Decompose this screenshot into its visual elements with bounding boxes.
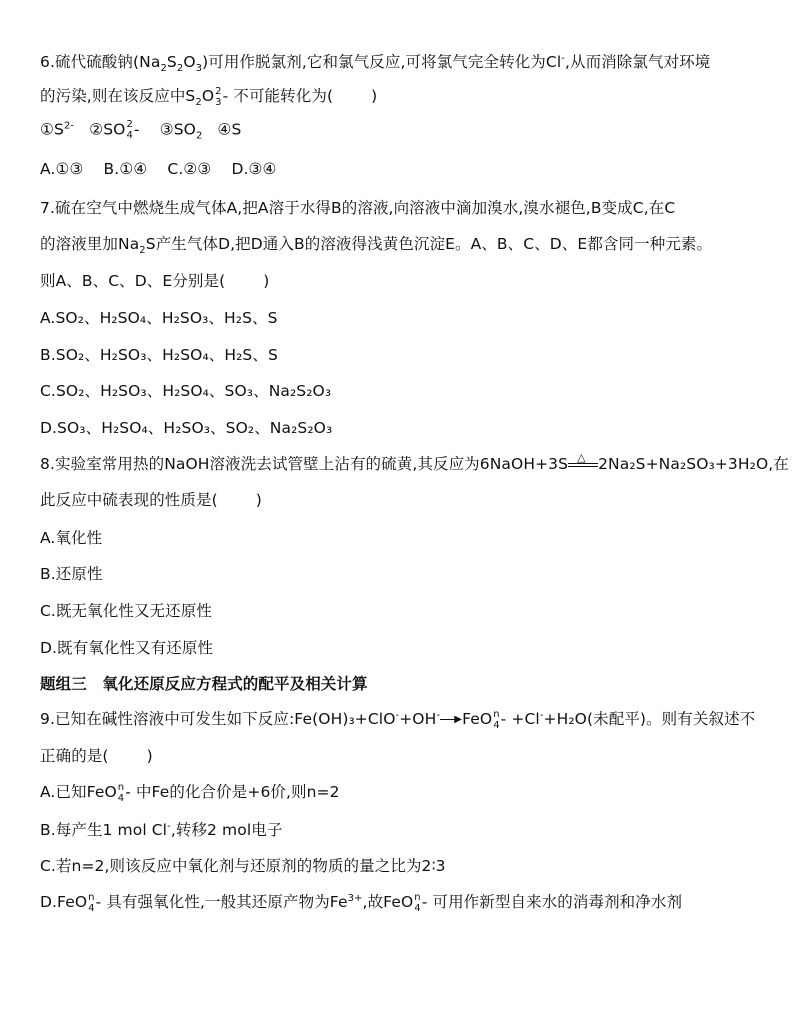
q6-text: 6.硫代硫酸钠(Na bbox=[40, 53, 161, 71]
q6-ion-charge bbox=[126, 119, 132, 141]
q6-text: S bbox=[166, 53, 177, 71]
q8-text: 8.实验室常用热的NaOH溶液洗去试管壁上沾有的硫黄,其反应为6NaOH+3S bbox=[40, 455, 569, 473]
q9-text: - +Cl bbox=[500, 710, 540, 728]
q9-sup: 3+ bbox=[347, 892, 363, 904]
q9-sup: - bbox=[436, 709, 441, 721]
q6-answers: A.①③ B.①④ C.②③ D.③④ bbox=[40, 160, 277, 178]
q9-option-a bbox=[40, 780, 340, 804]
q8-text: 此反应中硫表现的性质是( bbox=[40, 491, 218, 509]
arrow-icon: ▶ bbox=[440, 715, 462, 725]
q9-text: ,转移2 mol电子 bbox=[170, 821, 283, 839]
q6-sub: 2 bbox=[160, 63, 167, 75]
q9-text: 9.已知在碱性溶液中可发生如下反应:Fe(OH)₃+ClO bbox=[40, 710, 396, 728]
q6-text: O bbox=[183, 53, 196, 71]
q6-option-text: ③SO bbox=[159, 120, 196, 139]
q6-text: - 不可能转化为( bbox=[222, 87, 334, 105]
q7-option-c: C.SO₂、H₂SO₃、H₂SO₄、SO₃、Na₂S₂O₃ bbox=[40, 382, 332, 400]
q9-text: - 具有强氧化性,一般其还原产物为Fe bbox=[95, 893, 348, 911]
q9-text: - 中Fe的化合价是+6价,则n=2 bbox=[125, 783, 340, 801]
q8-line1 bbox=[40, 452, 789, 474]
triangle-icon: △ bbox=[577, 450, 586, 464]
q6-ion-sub: 4 bbox=[126, 130, 133, 141]
q9-text: +OH bbox=[399, 710, 437, 728]
q9-ion-sub: 4 bbox=[117, 792, 125, 804]
q8-option-a: A.氧化性 bbox=[40, 529, 103, 547]
q6-options bbox=[40, 119, 241, 141]
q7-text: ) bbox=[263, 272, 270, 290]
q6-option-text: - bbox=[133, 120, 140, 139]
q6-text: ,从而消除氯气对环境 bbox=[564, 53, 711, 71]
q9-ion-sub: 4 bbox=[414, 902, 421, 914]
q9-text: B.每产生1 mol Cl bbox=[40, 821, 168, 839]
q7-line2 bbox=[40, 232, 713, 257]
heating-condition-sign bbox=[568, 450, 598, 473]
q6-line1 bbox=[40, 50, 711, 75]
q9-sup: - bbox=[167, 820, 171, 832]
q6-sub: 2 bbox=[195, 97, 202, 109]
q9-sup: - bbox=[395, 709, 400, 721]
q6-option-text: ④S bbox=[217, 120, 242, 139]
q9-option-c: C.若n=2,则该反应中氧化剂与还原剂的物质的量之比为2∶3 bbox=[40, 857, 446, 875]
q9-ion-sup: n bbox=[493, 708, 500, 720]
q6-text: ) bbox=[371, 87, 378, 105]
q6-ion-sup: 2 bbox=[126, 119, 133, 130]
q9-text: ) bbox=[146, 747, 153, 765]
q7-option-b: B.SO₂、H₂SO₃、H₂SO₄、H₂S、S bbox=[40, 346, 278, 364]
q9-text: D.FeO bbox=[40, 893, 88, 911]
q7-option-d: D.SO₃、H₂SO₄、H₂SO₃、SO₂、Na₂S₂O₃ bbox=[40, 419, 333, 437]
q9-ion-charge bbox=[88, 892, 94, 914]
q9-ion-charge bbox=[414, 892, 420, 914]
q9-ion-sup: n bbox=[414, 891, 421, 903]
q7-text: 则A、B、C、D、E分别是( bbox=[40, 272, 226, 290]
q8-text: ) bbox=[255, 491, 262, 509]
q6-sub: 2 bbox=[176, 63, 184, 75]
q9-option-d bbox=[40, 890, 682, 914]
q9-text: A.已知FeO bbox=[40, 783, 117, 801]
q8-option-b: B.还原性 bbox=[40, 565, 103, 583]
q6-sup: 2- bbox=[63, 120, 75, 132]
q9-ion-sup: n bbox=[117, 781, 125, 793]
q9-ion-charge bbox=[493, 709, 499, 731]
q6-ion-charge bbox=[215, 86, 221, 108]
q8-line2 bbox=[40, 488, 262, 510]
section-heading: 题组三 氧化还原反应方程式的配平及相关计算 bbox=[40, 675, 368, 693]
q6-line2 bbox=[40, 84, 377, 108]
q6-option-text: ①S bbox=[40, 120, 64, 139]
q9-text: +H₂O(未配平)。则有关叙述不 bbox=[543, 710, 756, 728]
q6-option-text: ②SO bbox=[89, 120, 126, 139]
q9-text: ,故FeO bbox=[362, 893, 414, 911]
q6-ion-sup: 2 bbox=[215, 85, 222, 97]
q9-ion-sub: 4 bbox=[493, 719, 500, 731]
q7-sub: 2 bbox=[139, 245, 146, 257]
q8-text: 2Na₂S+Na₂SO₃+3H₂O,在 bbox=[598, 455, 789, 473]
q9-line2 bbox=[40, 744, 153, 766]
q9-line1 bbox=[40, 707, 755, 731]
q9-ion-sup: n bbox=[88, 891, 95, 903]
q7-line1: 7.硫在空气中燃烧生成气体A,把A溶于水得B的溶液,向溶液中滴加溴水,溴水褪色,B变成C,在C bbox=[40, 199, 676, 217]
q6-sub: 2 bbox=[195, 130, 203, 142]
q6-sup: - bbox=[561, 52, 565, 64]
q9-text: FeO bbox=[462, 710, 493, 728]
q6-sub: 3 bbox=[195, 63, 203, 75]
q8-option-d: D.既有氧化性又有还原性 bbox=[40, 639, 214, 657]
q6-text: )可用作脱氯剂,它和氯气反应,可将氯气完全转化为Cl bbox=[202, 53, 562, 71]
q7-text: S产生气体D,把D通入B的溶液得浅黄色沉淀E。A、B、C、D、E都含同一种元素。 bbox=[145, 235, 713, 253]
q6-ion-sub: 3 bbox=[215, 96, 222, 108]
q9-sup: - bbox=[539, 709, 544, 721]
q7-option-a: A.SO₂、H₂SO₄、H₂SO₃、H₂S、S bbox=[40, 309, 278, 327]
q9-text: 正确的是( bbox=[40, 747, 109, 765]
q9-ion-sub: 4 bbox=[88, 902, 95, 914]
q9-text: - 可用作新型自来水的消毒剂和净水剂 bbox=[421, 893, 683, 911]
q9-ion-charge bbox=[118, 782, 124, 804]
q9-option-b bbox=[40, 818, 282, 840]
q8-option-c: C.既无氧化性又无还原性 bbox=[40, 602, 212, 620]
q7-line3 bbox=[40, 269, 269, 291]
equals-bars bbox=[568, 463, 598, 467]
q6-text: O bbox=[201, 87, 215, 105]
q6-text: 的污染,则在该反应中S bbox=[40, 87, 196, 105]
q7-text: 的溶液里加Na bbox=[40, 235, 140, 253]
